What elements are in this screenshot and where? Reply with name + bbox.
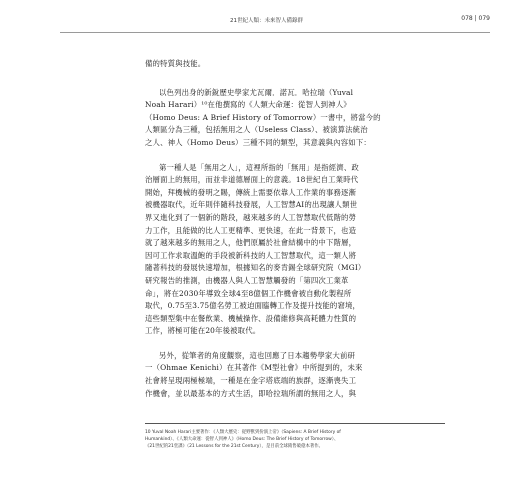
- text-line: 開始，拜機械的發明之賜，傳統上需要依靠人工作業的事務逐漸: [145, 187, 357, 197]
- text-line: 另外，從筆者的角度觀察，這也回應了日本趨勢學家大前研: [159, 350, 356, 360]
- text-line: 研究報告的推測，由機器人與人工智慧觸發的「第四次工業革: [145, 275, 349, 285]
- text-line: 人類區分為三種，包括無用之人（Useless Class）、被演算法統治: [145, 125, 368, 135]
- text-line: 社會將呈現兩極極端，一種是在金字塔底端的族群，逐漸喪失工: [145, 376, 357, 386]
- text-line: 以色列出身的新銳歷史學家尤瓦爾．諾瓦．哈拉瑞（Yuval: [159, 87, 354, 97]
- text-line: 被機器取代，近年則伴隨科技發展，人工智慧AI的出現讓人類世: [145, 200, 358, 210]
- paragraph-3: [145, 162, 445, 338]
- footnote-line: 《21世紀的21堂課》（21 Lessons for the 21st Century），是目前全球銷售破億本著作。: [145, 444, 324, 449]
- footnote-line: 10 Yuval Noah Harari主要著作：《人類大歷史：從野獸到扮演上帝》（Sapiens: A Brief History of: [145, 430, 341, 435]
- body-text: [145, 58, 445, 400]
- page-numbers: 078 | 079: [461, 15, 490, 22]
- text-line: 備的特質與技能。: [145, 59, 206, 68]
- text-line: 這些類型集中在餐飲業、機械操作、設備維修與高耗體力性質的: [145, 313, 357, 323]
- text-line: Noah Harari）¹⁰在他撰寫的《人類大命運：從智人到神人》: [145, 100, 351, 110]
- text-line: 隨著科技的發展快速增加，根據知名的麥肯錫全球研究院（MGI）: [145, 263, 366, 273]
- running-title: 21世紀人類：未來智人備錄群: [230, 18, 303, 24]
- text-line: 之人、神人（Homo Deus）三種不同的類型，其意義與內容如下：: [145, 137, 371, 147]
- text-line: 力工作，且能做的比人工更精準、更快速，在此一背景下，也造: [145, 225, 357, 235]
- footnote-line: Humankind）、《人類大命運：從智人到神人》（Homo Deus: The Brief History of Tomorrow）、: [145, 437, 339, 442]
- text-line: 第一種人是「無用之人」，這裡所指的「無用」是指經濟、政: [159, 162, 359, 172]
- text-line: （Homo Deus: A Brief History of Tomorrow）一書中，將當今的: [145, 112, 381, 122]
- text-line: 治層面上的無用，而並非道德層面上的意義。18世紀自工業時代: [145, 175, 359, 185]
- text-line: 命」，將在2030年導致全球4至8億個工作機會被自動化製程所: [145, 288, 352, 298]
- paragraph-1: [145, 58, 445, 71]
- text-line: 界又進化到了一個新的階段，越來越多的人工智慧取代低階的勞: [145, 212, 357, 222]
- paragraph-2: [145, 87, 445, 150]
- text-line: 取代，0.75至3.75億名勞工被迫面臨轉工作及提升技能的窘境，: [145, 301, 361, 311]
- text-line: 工作，將極可能在20年後被取代。: [145, 326, 261, 336]
- text-line: 就了越來越多的無用之人，他們原屬於社會結構中的中下階層，: [145, 238, 357, 248]
- text-line: 一（Ohmae Kenichi）在其著作《M型社會》中所提到的，未來: [145, 363, 363, 373]
- paragraph-4: [145, 350, 445, 400]
- footnote-divider: [145, 423, 445, 424]
- running-header: [60, 10, 490, 33]
- footnotes: [145, 429, 445, 450]
- text-line: 作機會，並以最基本的方式生活，即哈拉瑞所謂的無用之人，與: [145, 388, 357, 398]
- text-line: 因可工作求取溫飽的手段被新科技的人工智慧取代，這一類人將: [145, 250, 357, 260]
